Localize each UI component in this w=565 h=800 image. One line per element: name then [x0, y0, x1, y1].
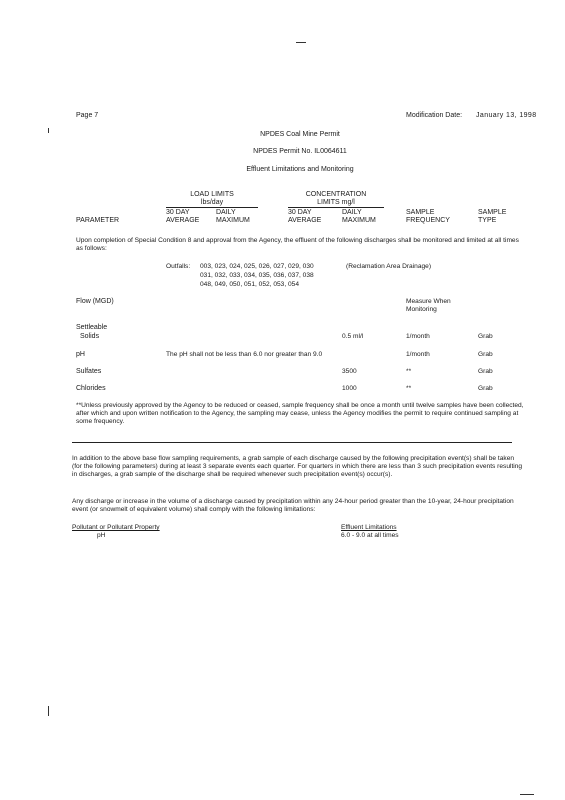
- settleable-frequency: 1/month: [406, 333, 430, 340]
- pollutant-column-header: Pollutant or Pollutant Property: [72, 524, 160, 531]
- flow-frequency-2: Monitoring: [406, 306, 437, 313]
- frequency-footnote: **Unless previously approved by the Agency to be reduced or ceased, sample frequency shall be once a month until twelve samples have been collected, after which and upon written notification to the Agency, the sampling may cease, unless the Agency modifies the permit to require continued sampling at some frequency.: [76, 402, 524, 426]
- scan-mark: [520, 794, 534, 795]
- storm-event-paragraph: Any discharge or increase in the volume of a discharge caused by precipitation within any 24-hour period greater than the 10-year, 24-hour precipitation event (or snowmelt of equivalent volume) shall comply with the following limitations:: [72, 498, 514, 514]
- settleable-parameter: Settleable: [76, 324, 108, 331]
- settleable-parameter-2: Solids: [80, 333, 100, 340]
- ph-frequency: 1/month: [406, 351, 430, 358]
- sulfates-type: Grab: [478, 368, 493, 375]
- ph-type: Grab: [478, 351, 493, 358]
- load-limits-heading: LOAD LIMITS: [190, 191, 234, 198]
- outfalls-note: (Reclamation Area Drainage): [346, 263, 432, 270]
- ph-parameter: pH: [76, 351, 85, 358]
- conc-maximum-heading: MAXIMUM: [342, 217, 376, 224]
- sample-frequency-heading-2: FREQUENCY: [406, 217, 450, 224]
- conc-average-heading: AVERAGE: [288, 217, 322, 224]
- effluent-limitations-header: Effluent Limitations: [341, 524, 397, 531]
- sample-type-heading: SAMPLE: [478, 209, 507, 216]
- concentration-rule: [288, 207, 384, 208]
- chlorides-type: Grab: [478, 385, 493, 392]
- load-30day-heading: 30 DAY: [166, 209, 190, 216]
- settleable-daily-max: 0.5 ml/l: [342, 333, 364, 340]
- settleable-type: Grab: [478, 333, 493, 340]
- scan-mark: [48, 706, 49, 716]
- section-title: Effluent Limitations and Monitoring: [246, 166, 354, 173]
- conc-30day-heading: 30 DAY: [288, 209, 312, 216]
- sulfates-parameter: Sulfates: [76, 368, 102, 375]
- scan-mark: [296, 42, 306, 43]
- intro-paragraph: Upon completion of Special Condition 8 and approval from the Agency, the effluent of the following discharges shall be monitored and limited at all times as follows:: [76, 237, 519, 253]
- sample-type-heading-2: TYPE: [478, 217, 497, 224]
- scan-mark: [48, 128, 49, 133]
- precipitation-paragraph: In addition to the above base flow sampling requirements, a grab sample of each discharge caused by the following precipitation event(s) shall be taken (for the following parameters) during at least 3 separate events each quarter. For quarters in which there are less than 3 such precipitation events resulting in discharges, a grab sample of the discharge shall be required whenever such precipitation event(s) occur(s).: [72, 455, 523, 479]
- sample-frequency-heading: SAMPLE: [406, 209, 435, 216]
- chlorides-daily-max: 1000: [342, 385, 357, 392]
- document-title: NPDES Coal Mine Permit: [260, 131, 340, 138]
- page-number: Page 7: [76, 112, 99, 119]
- section-divider: [72, 442, 512, 443]
- outfalls-line-2: 031, 032, 033, 034, 035, 036, 037, 038: [200, 272, 314, 279]
- flow-frequency-1: Measure When: [406, 298, 451, 305]
- load-maximum-heading: MAXIMUM: [216, 217, 250, 224]
- concentration-heading: CONCENTRATION: [305, 191, 367, 198]
- outfalls-label: Outfalls:: [166, 263, 191, 270]
- parameter-heading: PARAMETER: [76, 217, 120, 224]
- limits-ph-parameter: pH: [97, 532, 106, 539]
- permit-number: NPDES Permit No. IL0064611: [253, 148, 347, 155]
- outfalls-line-3: 048, 049, 050, 051, 052, 053, 054: [200, 281, 299, 288]
- flow-parameter: Flow (MGD): [76, 298, 114, 305]
- modification-date: January 13, 1998: [476, 112, 537, 119]
- chlorides-frequency: **: [406, 385, 412, 392]
- limits-ph-value: 6.0 - 9.0 at all times: [341, 532, 399, 539]
- sulfates-daily-max: 3500: [342, 368, 357, 375]
- load-daily-heading: DAILY: [216, 209, 236, 216]
- load-units: lbs/day: [200, 199, 224, 206]
- sulfates-frequency: **: [406, 368, 412, 375]
- load-average-heading: AVERAGE: [166, 217, 200, 224]
- modification-date-label: Modification Date:: [406, 112, 463, 119]
- chlorides-parameter: Chlorides: [76, 385, 106, 392]
- conc-daily-heading: DAILY: [342, 209, 362, 216]
- ph-limit-text: The pH shall not be less than 6.0 nor greater than 9.0: [166, 351, 323, 358]
- concentration-units: LIMITS mg/l: [317, 199, 355, 206]
- load-limits-rule: [166, 207, 258, 208]
- outfalls-line-1: 003, 023, 024, 025, 026, 027, 029, 030: [200, 263, 314, 270]
